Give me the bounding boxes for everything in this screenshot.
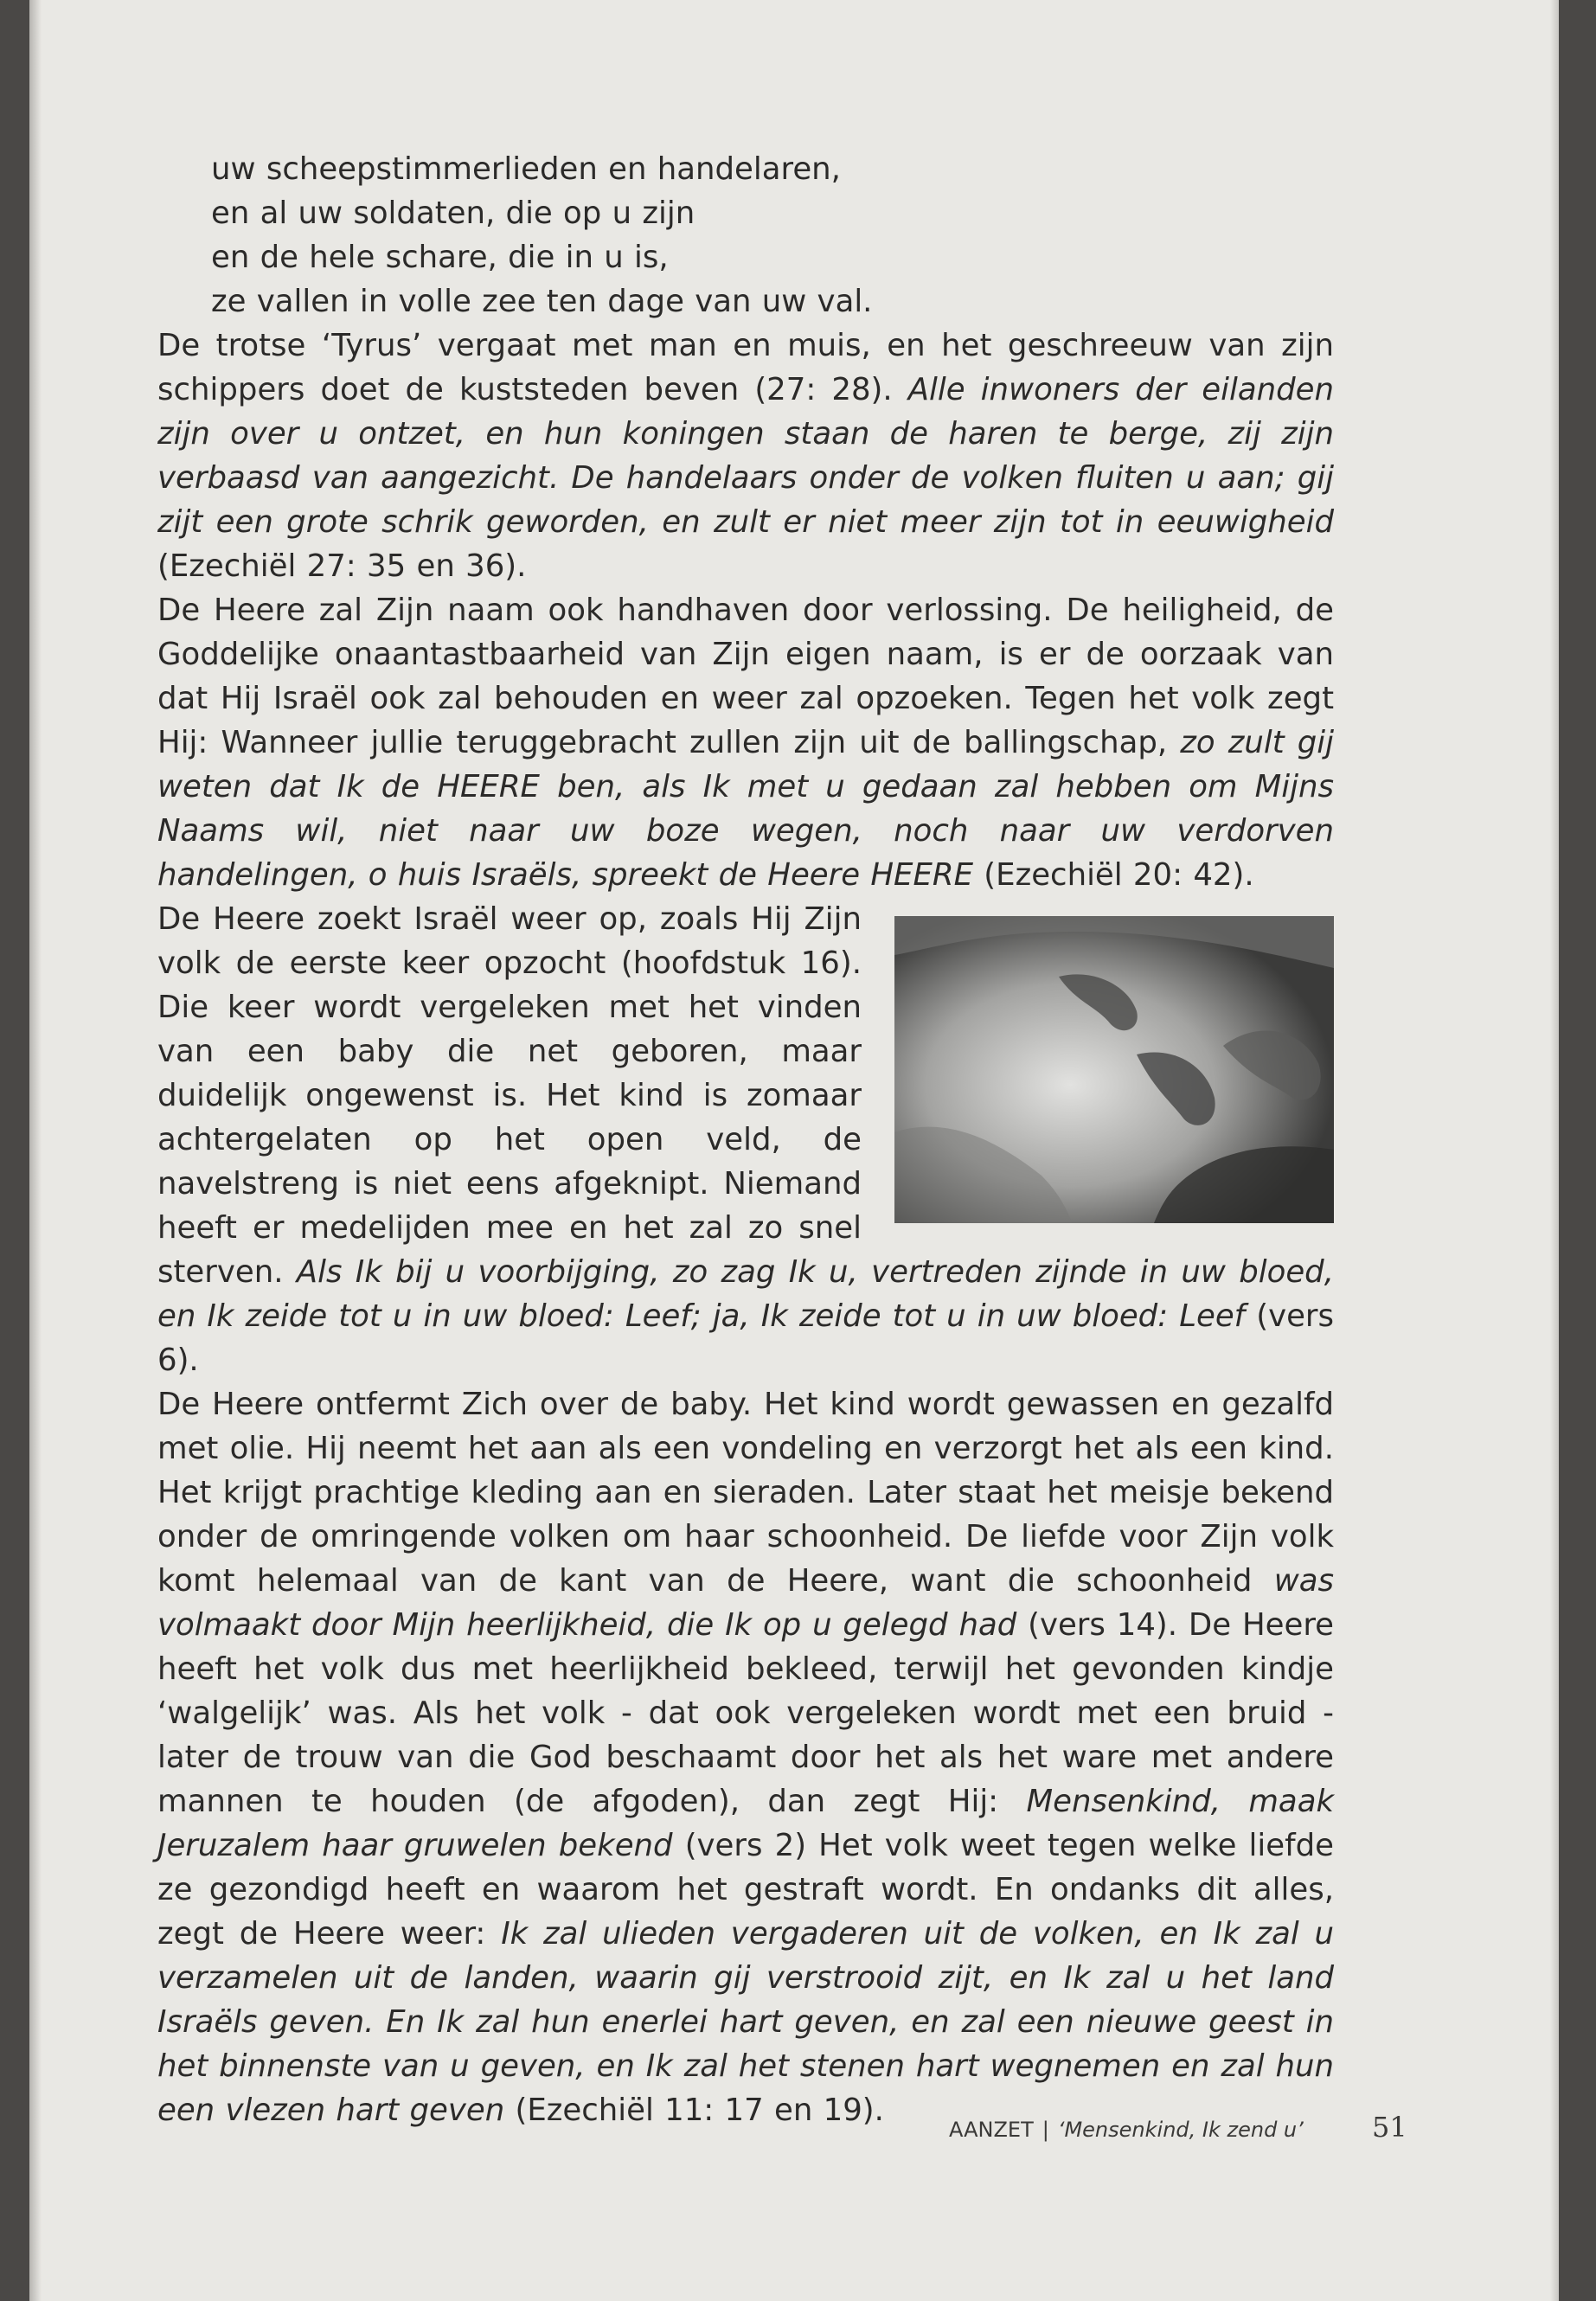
paragraph-verlossing: De Heere zal Zijn naam ook handhaven door verlossing. De heiligheid, de Goddelijke onaantastbaarheid van Zijn eigen naam, is er de oorzaak van dat Hij Israël ook zal behouden en weer zal opzoeken. Tegen het volk zegt Hij: Wanneer jullie teruggebracht zullen zijn uit de ballingschap, zo zult gij weten dat Ik de HEERE ben, als Ik met u gedaan zal hebben om Mijns Naams wil, niet naar uw boze wegen, noch naar uw verdorven handelingen, o huis Israëls, spreekt de Heere HEERE (Ezechiël 20: 42).: [157, 593, 1334, 893]
footer-separator: |: [1042, 2118, 1049, 2142]
scripture-quote: was volmaakt door Mijn heerlijkheid, die Ik op u gelegd had: [157, 1563, 1334, 1643]
baby-photo: [894, 916, 1334, 1223]
body-text: [157, 147, 1334, 2132]
page-edge: [1550, 0, 1559, 2301]
paragraph-baby: De Heere zoekt Israël weer op, zoals Hij Zijn volk de eerste keer opzocht (hoofdstuk 16). Die keer wordt vergeleken met het vinden van een baby die net geboren, maar duidelijk ongewenst is. Het kind is zomaar achtergelaten op het open veld, de navelstreng is niet eens afgeknipt. Niemand heeft er medelijden mee en het zal zo snel sterven. Als Ik bij u voorbijging, zo zag Ik u, vertreden zijnde in uw bloed, en Ik zeide tot u in uw bloed: Leef; ja, Ik zeide tot u in uw bloed: Leef (vers 6).: [157, 901, 1335, 1378]
paragraph-ontfermt: De Heere ontfermt Zich over de baby. Het kind wordt gewassen en gezalfd met olie. Hij neemt het aan als een vondeling en verzorgt het als een kind. Het krijgt prachtige kleding aan en sieraden. Later staat het meisje bekend onder de omringende volken om haar schoonheid. De liefde voor Zijn volk komt helemaal van de kant van de Heere, want die schoonheid was volmaakt door Mijn heerlijkheid, die Ik op u gelegd had (vers 14). De Heere heeft het volk dus met heerlijkheid bekleed, terwijl het gevonden kindje ‘walgelijk’ was. Als het volk - dat ook vergeleken wordt met een bruid - later de trouw van die God beschaamt door het als het ware met andere mannen te houden (de afgoden), dan zegt Hij: Mensenkind, maak Jeruzalem haar gruwelen bekend (vers 2) Het volk weet tegen welke liefde ze gezondigd heeft en waarom het gestraft wordt. En ondanks dit alles, zegt de Heere weer: Ik zal ulieden vergaderen uit de volken, en Ik zal u verzamelen uit de landen, waarin gij verstrooid zijt, en Ik zal u het land Israëls geven. En Ik zal hun enerlei hart geven, en zal een nieuwe geest in het binnenste van u geven, en Ik zal het stenen hart wegnemen en zal hun een vlezen hart geven (Ezechiël 11: 17 en 19).: [157, 1387, 1335, 2128]
chapter-subtitle: ‘Mensenkind, Ik zend u’: [1057, 2118, 1304, 2142]
scripture-quote: Als Ik bij u voorbijging, zo zag Ik u, vertreden zijnde in uw bloed, en Ik zeide tot u in uw bloed: Leef; ja, Ik zeide tot u in uw bloed: Leef: [157, 1254, 1334, 1334]
verse-line: ze vallen in volle zee ten dage van uw val.: [211, 284, 873, 319]
book-page: [29, 0, 1559, 2301]
page-gutter-shadow: [29, 0, 42, 2301]
paragraph-tyrus: De trotse ‘Tyrus’ vergaat met man en muis, en het geschreeuw van zijn schippers doet de kuststeden beven (27: 28). Alle inwoners der eilanden zijn over u ontzet, en hun koningen staan de haren te berge, zij zijn verbaasd van aangezicht. De handelaars onder de volken fluiten u aan; gij zijt een grote schrik geworden, en zult er niet meer zijn tot in eeuwigheid (Ezechiël 27: 35 en 36).: [157, 328, 1335, 584]
scripture-quote: Ik zal ulieden vergaderen uit de volken, en Ik zal u verzamelen uit de landen, waarin gij verstrooid zijt, en Ik zal u het land Israëls geven. En Ik zal hun enerlei hart geven, en zal een nieuwe geest in het binnenste van u geven, en Ik zal het stenen hart wegnemen en zal hun een vlezen hart geven: [157, 1916, 1334, 2128]
scripture-quote: zo zult gij weten dat Ik de HEERE ben, als Ik met u gedaan zal hebben om Mijns Naams wil, niet naar uw boze wegen, noch naar uw verdorven handelingen, o huis Israëls, spreekt de Heere HEERE: [157, 725, 1334, 893]
verse-line: en de hele schare, die in u is,: [211, 240, 669, 275]
verse-line: uw scheepstimmerlieden en handelaren,: [211, 151, 841, 187]
page-number: 51: [1372, 2111, 1407, 2144]
baby-face-image: [894, 916, 1334, 1223]
running-footer: [949, 2118, 1304, 2142]
scripture-quote: Mensenkind, maak Jeruzalem haar gruwelen bekend: [157, 1784, 1335, 1863]
series-title: AANZET: [949, 2118, 1034, 2142]
verse-line: en al uw soldaten, die op u zijn: [211, 195, 695, 231]
scripture-quote: Alle inwoners der eilanden zijn over u ontzet, en hun koningen staan de haren te berge, zij zijn verbaasd van aangezicht. De handelaars onder de volken fluiten u aan; gij zijt een grote schrik geworden, en zult er niet meer zijn tot in eeuwigheid: [157, 372, 1335, 540]
